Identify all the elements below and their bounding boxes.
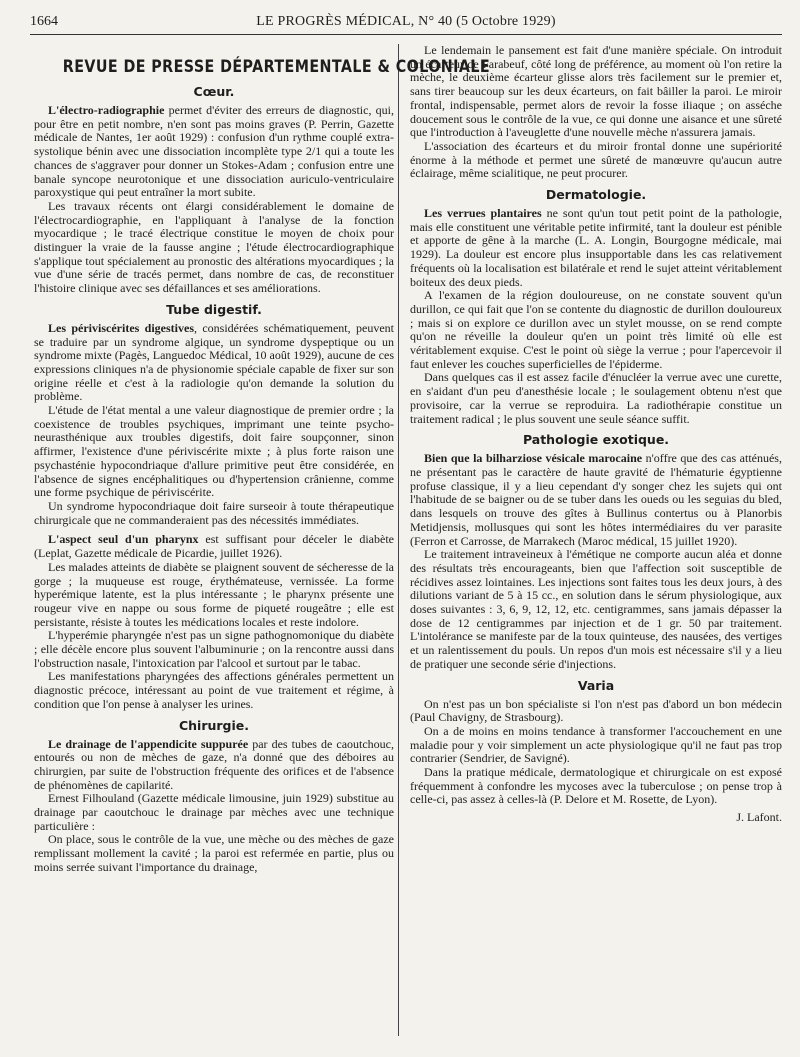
page-header [30, 10, 782, 32]
paragraph-lead: Bien que la bilharziose vésicale marocaine [424, 451, 643, 466]
paragraph-lead: Le drainage de l'appendicite suppurée [48, 736, 249, 751]
paragraph: L'aspect seul d'un pharynx est suffisant pour déceler le diabète (Leplat, Gazette médicale de Picardie, juillet 1926). [34, 532, 394, 561]
paragraph: Bien que la bilharziose vésicale marocaine n'offre que des cas atténués, ne présentant pas le caractère de haute gravité de l'hématurie égyptienne profuse classique, il y a lieu cependant d'y songer chez les sujets qui ont l'habitude de se baigner ou de se tuber dans les oueds ou les seguias du bled, dans lesquels on trouve des gîtes à Bullinus contertus ou à Planorbis Metidjensis, mollusques qui sont les hôtes intermédiaires du ver parasite (Ferron et Carrosse, de Marrakech (Maroc médical, 15 juillet 1920). [410, 451, 782, 548]
paragraph: Dans la pratique médicale, dermatologique et chirurgicale on est exposé fréquemment à confondre les mycoses avec la tuberculose ; on pense trop à celle-ci, pas assez à celles-là (P. Delore et M. Rosette, de Lyon). [410, 765, 782, 807]
paragraph: A l'examen de la région douloureuse, on ne constate souvent qu'un durillon, ce qui fait que l'on se contente du diagnostic de durillon douloureux ; mais si on explore ce durillon avec un stylet mousse, on se rend compte qu'on ne réveille la douleur qu'en un point très limité où elle est véritablement exquise. C'est le point où siège la verrue ; pour l'apercevoir il faut enlever les couches superficielles de l'épiderme. [410, 288, 782, 371]
page-number: 1664 [30, 14, 58, 29]
section-title-chirurgie: Chirurgie. [178, 717, 250, 733]
rubric-title: REVUE DE PRESSE DÉPARTEMENTALE & COLONIALE [62, 57, 491, 77]
paragraph: L'étude de l'état mental a une valeur diagnostique de premier ordre ; la coexistence de troubles psychiques, imprimant une teinte psycho-neurasthénique aux troubles digestifs, doit faire soupçonner, sinon affirmer, l'existence d'une périviscérite mixte ; à plus forte raison une psychasténie hypocondriaque d'allure primitive peut être considérée, en l'absence de signes encéphalitiques ou d'hypertension crânienne, comme une forme psychique de périviscérite. [34, 403, 394, 500]
paragraph: On n'est pas un bon spécialiste si l'on n'est pas d'abord un bon médecin (Paul Chavigny, de Strasbourg). [410, 696, 782, 725]
paragraph: Le traitement intraveineux à l'émétique ne comporte aucun aléa et donne des résultats très encourageants, bien que l'affection soit susceptible de récidives assez lointaines. Les injections sont faites tous les deux jours, à des dilutions variant de 5 à 15 cc., en solution dans le sérum physiologique, aux doses suivantes : 3, 6, 9, 12, 12, etc. centigrammes, sans jamais dépasser la dose de 12 centigrammes par injection et de 1 gr. 50 par traitement. L'intolérance se manifeste par de la toux quinteuse, des nausées, des vertiges et un ralentissement du pouls. Un repos d'un mois est nécessaire s'il y a lieu de pratiquer une seconde série d'injections. [410, 547, 782, 671]
paragraph: Le lendemain le pansement est fait d'une manière spéciale. On introduit un écarteur de Farabeuf, côté long de préférence, au moment où l'on retire la mèche, le deuxième écarteur glisse alors très facilement sur le premier et, sans tirer beaucoup sur les deux écarteurs, on fait bâiller la paroi. Le miroir frontal, indispensable, permet alors de revoir la fosse iliaque ; on asséche doucement sous le contrôle de la vue, ce qui donne une aisance et une sûreté que l'introduction à l'aveuglette d'une nouvelle mèche n'assurera jamais. [410, 43, 782, 140]
paragraph: Dans quelques cas il est assez facile d'énucléer la verrue avec une curette, en s'aidant d'un peu d'anesthésie locale ; le soulagement obtenu n'est que provisoire, car la verrue se reproduira. La radiothérapie constitue un traitement radical ; le plus souvent une seule séance suffit. [410, 370, 782, 426]
paragraph: Les malades atteints de diabète se plaignent souvent de sécheresse de la gorge ; la muqueuse est rouge, érythémateuse, vernissée. La forme hyperémique latente, est la plus intéressante ; le pharynx présente une rougeur vive en nappe ou sous forme de piqueté rougeâtre ; elle est persistante, résiste à toutes les médications locales et reste indolore. [34, 559, 394, 629]
section-title-dermatologie: Dermatologie. [545, 187, 647, 203]
paragraph-lead: L'électro-radiographie [48, 103, 165, 117]
paragraph: Ernest Filhouland (Gazette médicale limousine, juin 1929) substitue au drainage par caoutchouc le drainage par mèches avec une technique particulière : [34, 791, 394, 833]
paragraph: L'hyperémie pharyngée n'est pas un signe pathognomonique du diabète ; elle décèle encore plus souvent l'albuminurie ; on la rencontre aussi dans l'obstruction nasale, l'intoxication par l'alcool et surtout par le tabac. [34, 628, 394, 670]
column-divider [398, 44, 399, 1036]
right-column [410, 44, 782, 825]
paragraph: Les travaux récents ont élargi considérablement le domaine de l'électrocardiographie, en l'appliquant à l'analyse de la fonction myocardique ; le tracé électrique constitue le moyen de choix pour distinguer la vraie de la fausse angine ; l'étude électrocardiographique s'applique tout spécialement au pronostic des altérations myocardiques ; la vue d'une série de tracés permet, dans nombre de cas, de reconstituer l'histoire clinique avec ses défaillances et ses améliorations. [34, 198, 394, 296]
section-title-exotique: Pathologie exotique. [522, 432, 670, 448]
header-rule [30, 34, 782, 35]
paragraph-lead: Les verrues plantaires [424, 206, 542, 221]
paragraph: Le drainage de l'appendicite suppurée par des tubes de caoutchouc, entourés ou non de mèches de gaze, n'a donné que des déboires au chirurgien, par suite de l'obstruction fréquente des orifices et de l'absence de phénomènes de capilarité. [34, 736, 395, 792]
paragraph: On a de moins en moins tendance à transformer l'accouchement en une maladie pour y voir simplement un acte physiologique qu'il ne faut pas trop contrarier (Sendrier, de Savigné). [410, 723, 782, 766]
author-signature: J. Lafont. [736, 810, 782, 825]
section-title-tube: Tube digestif. [166, 301, 262, 317]
paragraph: Un syndrome hypocondriaque doit faire surseoir à toute thérapeutique chirurgicale que ne commanderaient pas des nécessités immédiates. [34, 498, 394, 527]
section-title-coeur: Cœur. [193, 84, 235, 99]
running-title: LE PROGRÈS MÉDICAL, N° 40 (5 Octobre 1929) [256, 14, 556, 29]
paragraph: L'électro-radiographie permet d'éviter des erreurs de diagnostic, qui, pour être en petit nombre, n'en sont pas moins graves (P. Perrin, Gazette médicale de Nantes, 1er août 1929) : confusion d'un rythme couplé extra-systolique bénin avec une dissociation incomplète type 2/1 qui a toute les chances de s'aggraver pour donner un Stokes-Adam ; confusion entre une banale syncope neurotonique et une dissociation auriculo-ventriculaire paroxystique qui peut entraîner la mort subite. [34, 103, 394, 200]
paragraph-lead: Les périviscérites digestives [48, 320, 194, 335]
paragraph: Les périviscérites digestives, considérées schématiquement, peuvent se traduire par un syndrome algique, un syndrome dyspeptique ou un syndrome mixte (Pagès, Languedoc Médical, 10 août 1929), aucune de ces expressions cliniques n'a de physionomie spéciale capable de fixer sur son origine réelle et c'est à la radiologie qu'on demande la solution du problème. [34, 320, 394, 404]
paragraph-lead: L'aspect seul d'un pharynx [48, 532, 199, 547]
paragraph: Les verrues plantaires ne sont qu'un tout petit point de la pathologie, mais elle constituent une véritable petite infirmité, tant la douleur est pénible et apporte de gêne à la marche (L. A. Longin, Bourgogne médicale, mai 1929). La douleur est encore plus insupportable dans les cas relativement fréquents où la localisation est bilatérale et rend le sujet atteint véritablement boiteux des deux pieds. [410, 206, 783, 289]
paragraph: L'association des écarteurs et du miroir frontal donne une supériorité énorme à la méthode et permet une sûreté de manœuvre qu'aucun autre éclairage, même scialitique, ne peut procurer. [410, 138, 782, 181]
paragraph: Les manifestations pharyngées des affections générales permettent un diagnostic précoce, intéressant au point de vue traitement et régime, à condition que l'on pense à analyser les urines. [34, 669, 394, 711]
section-title-varia: Varia [577, 677, 615, 693]
paragraph: On place, sous le contrôle de la vue, une mèche ou des mèches de gaze remplissant mollement la cavité ; la paroi est refermée en partie, plus ou moins serrée suivant l'importance du drainage, [34, 832, 394, 874]
